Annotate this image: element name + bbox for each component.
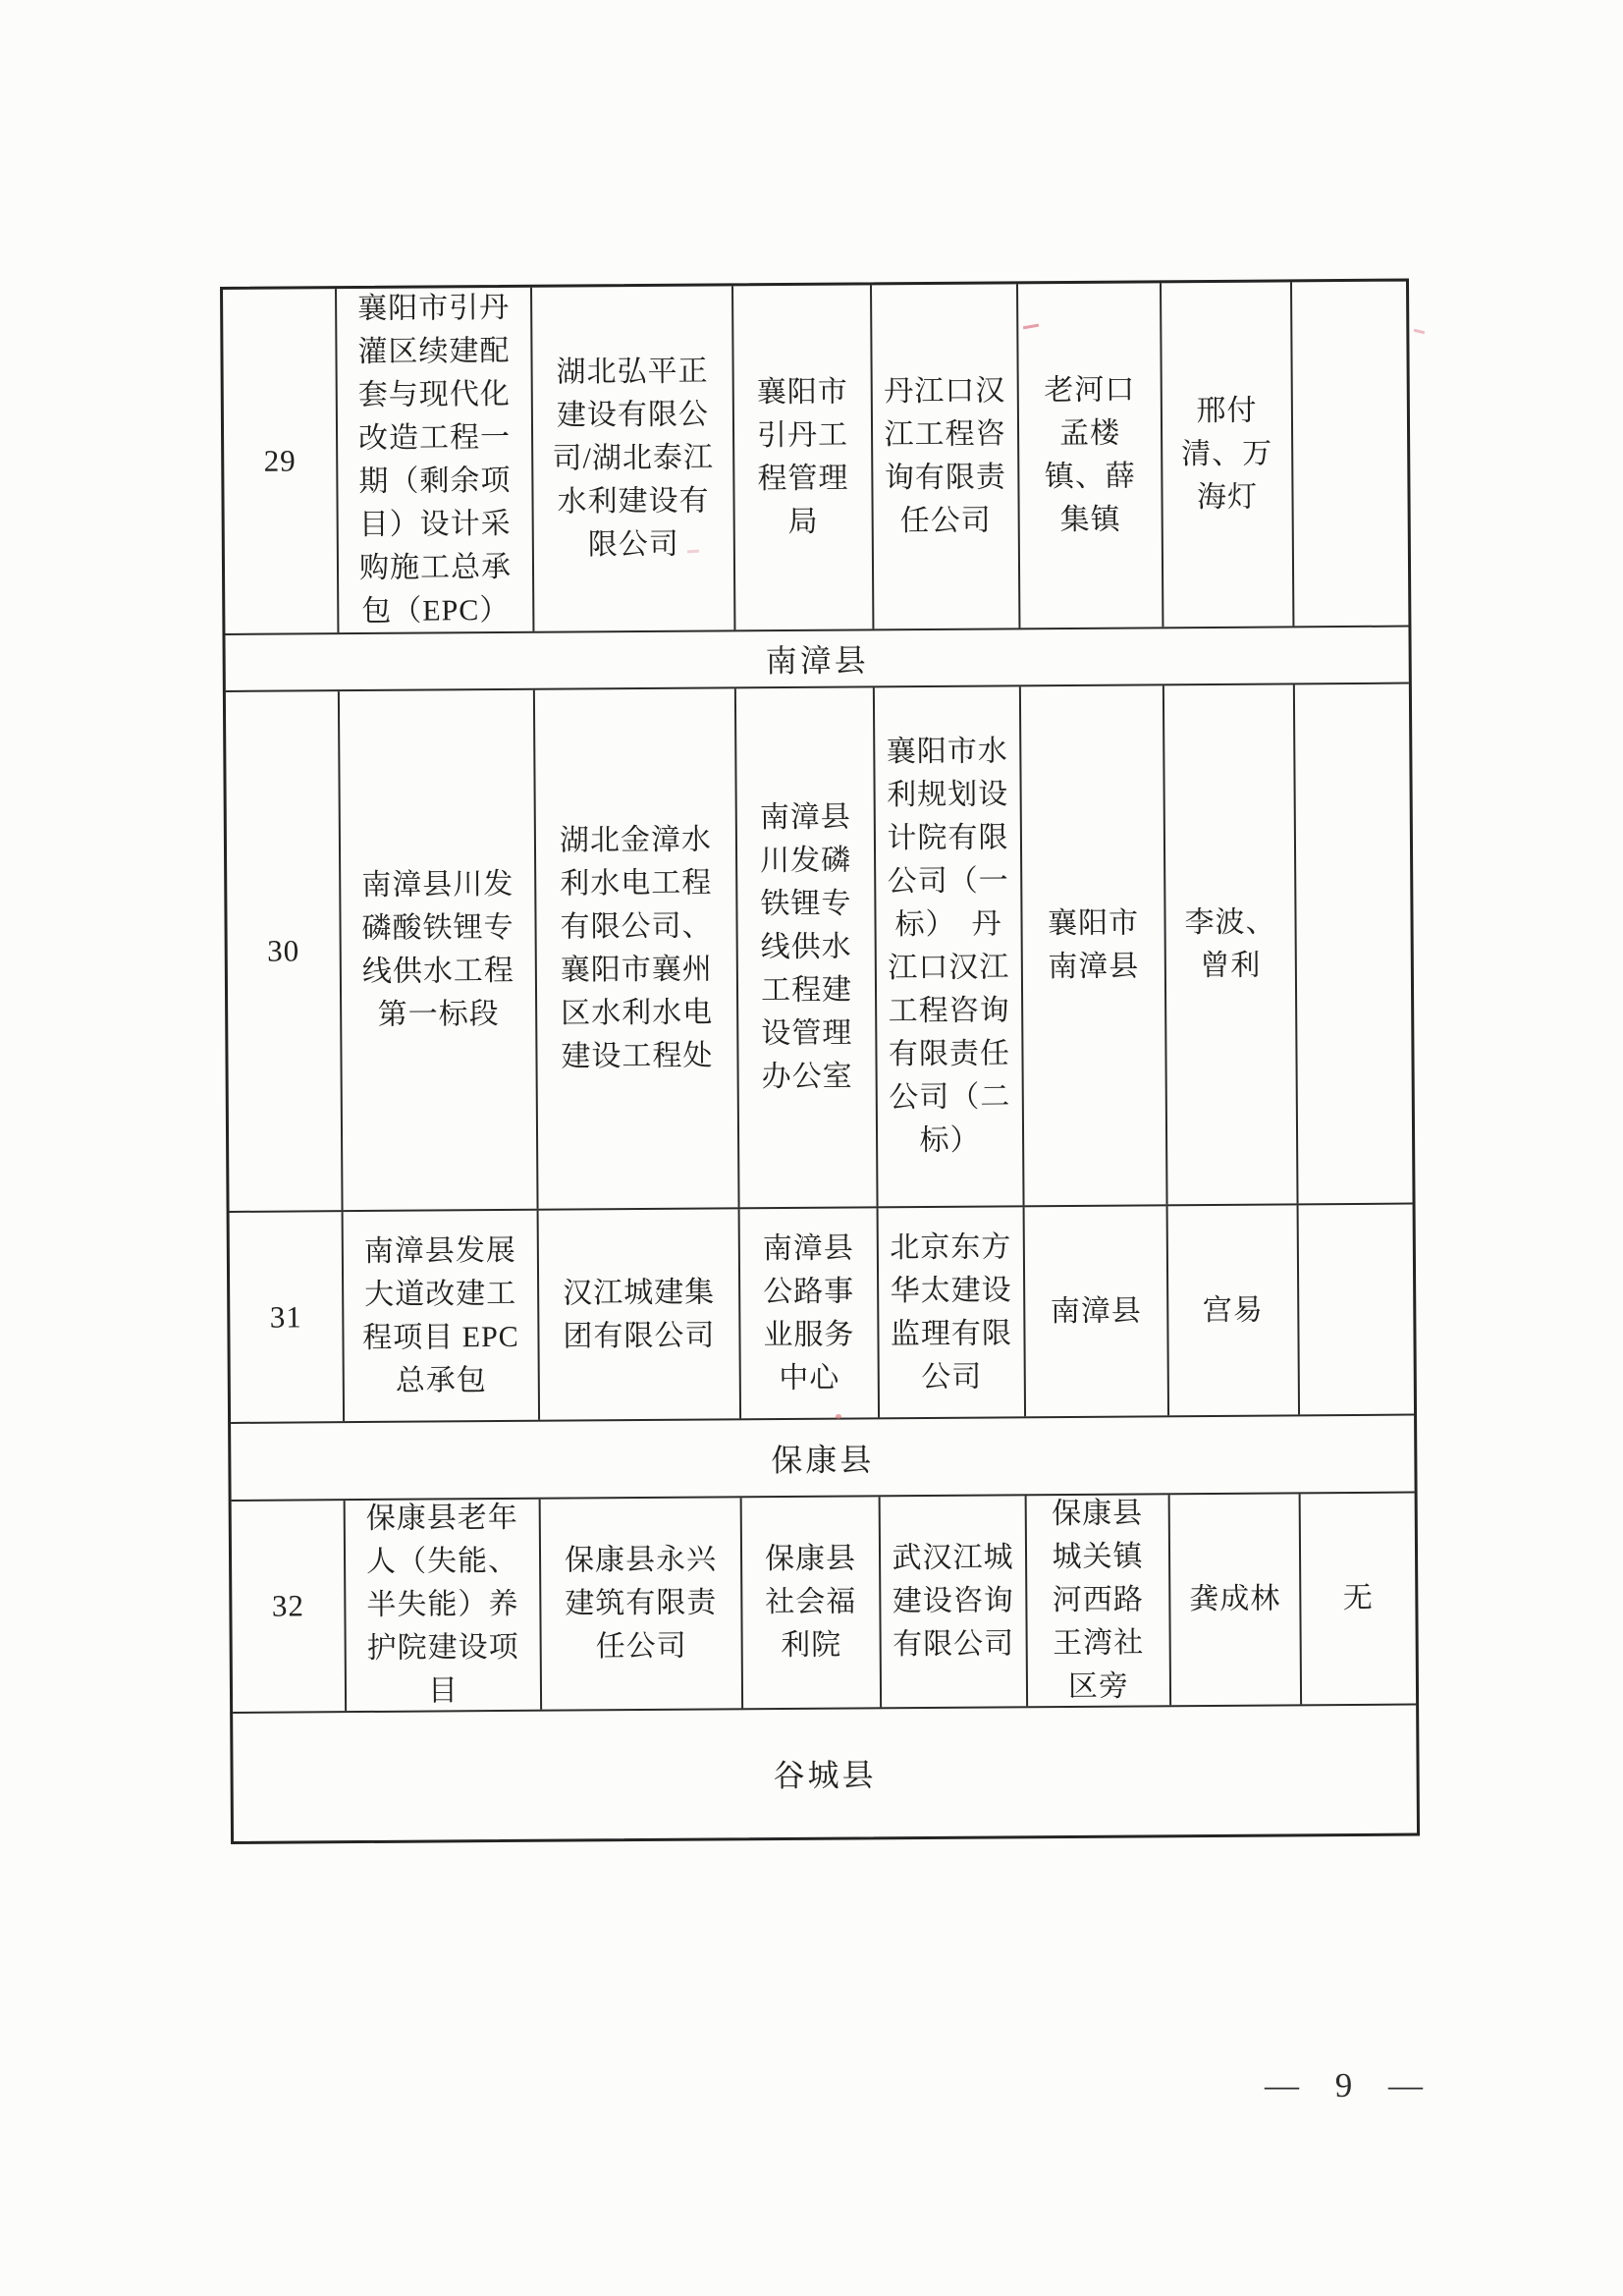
cell-person: 宫易 [1168, 1205, 1300, 1415]
cell-project-name: 南漳县发展大道改建工程项目 EPC 总承包 [344, 1211, 540, 1421]
cell-contractor: 湖北弘平正建设有限公司/湖北泰江水利建设有限公司 [532, 286, 735, 630]
page-number: — 9 — [1265, 2066, 1429, 2105]
section-row-gucheng [233, 1706, 1417, 1841]
section-row-baokang [231, 1416, 1415, 1502]
cell-supervisor: 武汉江城建设咨询有限公司 [881, 1496, 1028, 1707]
cell-owner: 南漳县公路事业服务中心 [740, 1208, 880, 1418]
table-row [230, 1205, 1414, 1424]
section-label: 南漳县 [765, 642, 869, 680]
cell-supervisor: 丹江口汉江工程咨询有限责任公司 [872, 284, 1020, 629]
cell-seq: 29 [223, 289, 339, 633]
cell-project-name: 保康县老年人（失能、半失能）养护院建设项目 [346, 1500, 542, 1711]
cell-location: 南漳县 [1025, 1206, 1169, 1416]
cell-person: 李波、曾利 [1164, 684, 1299, 1204]
cell-remark [1295, 684, 1413, 1204]
cell-location: 保康县城关镇河西路王湾社区旁 [1027, 1495, 1171, 1706]
scan-artifact [1414, 329, 1425, 335]
cell-remark: 无 [1342, 1581, 1374, 1615]
cell-person: 龚成林 [1170, 1494, 1302, 1705]
cell-owner: 襄阳市引丹工程管理局 [733, 285, 874, 629]
table-row [223, 282, 1408, 635]
cell-supervisor: 北京东方华太建设监理有限公司 [879, 1207, 1026, 1417]
section-row-nanzhang [225, 628, 1408, 692]
cell-seq: 30 [226, 691, 344, 1211]
section-label: 谷城县 [773, 1757, 877, 1794]
cell-contractor: 汉江城建集团有限公司 [539, 1209, 741, 1419]
cell-person: 邢付清、万海灯 [1162, 282, 1294, 627]
cell-project-name: 南漳县川发磷酸铁锂专线供水工程第一标段 [340, 690, 539, 1210]
cell-owner: 南漳县川发磷铁锂专线供水工程建设管理办公室 [736, 687, 879, 1207]
cell-location: 老河口孟楼镇、薛集镇 [1018, 283, 1163, 628]
section-label: 保康县 [771, 1441, 875, 1478]
table-row [226, 684, 1413, 1213]
cell-location: 襄阳市南漳县 [1021, 685, 1168, 1205]
cell-remark [1292, 282, 1408, 627]
cell-seq: 31 [230, 1212, 345, 1422]
cell-project-name: 襄阳市引丹灌区续建配套与现代化改造工程一期（剩余项目）设计采购施工总承包（EPC） [337, 288, 534, 632]
project-approval-table [220, 279, 1420, 1844]
cell-contractor: 保康县永兴建筑有限责任公司 [541, 1498, 743, 1709]
cell-supervisor: 襄阳市水利规划设计院有限公司（一标） 丹江口汉江工程咨询有限责任公司（二标） [875, 686, 1025, 1206]
cell-seq: 32 [232, 1501, 347, 1712]
cell-owner: 保康县社会福利院 [742, 1497, 882, 1708]
table-row [232, 1494, 1416, 1714]
cell-remark [1299, 1205, 1414, 1415]
cell-contractor: 湖北金漳水利水电工程有限公司、襄阳市襄州区水利水电建设工程处 [535, 688, 740, 1208]
